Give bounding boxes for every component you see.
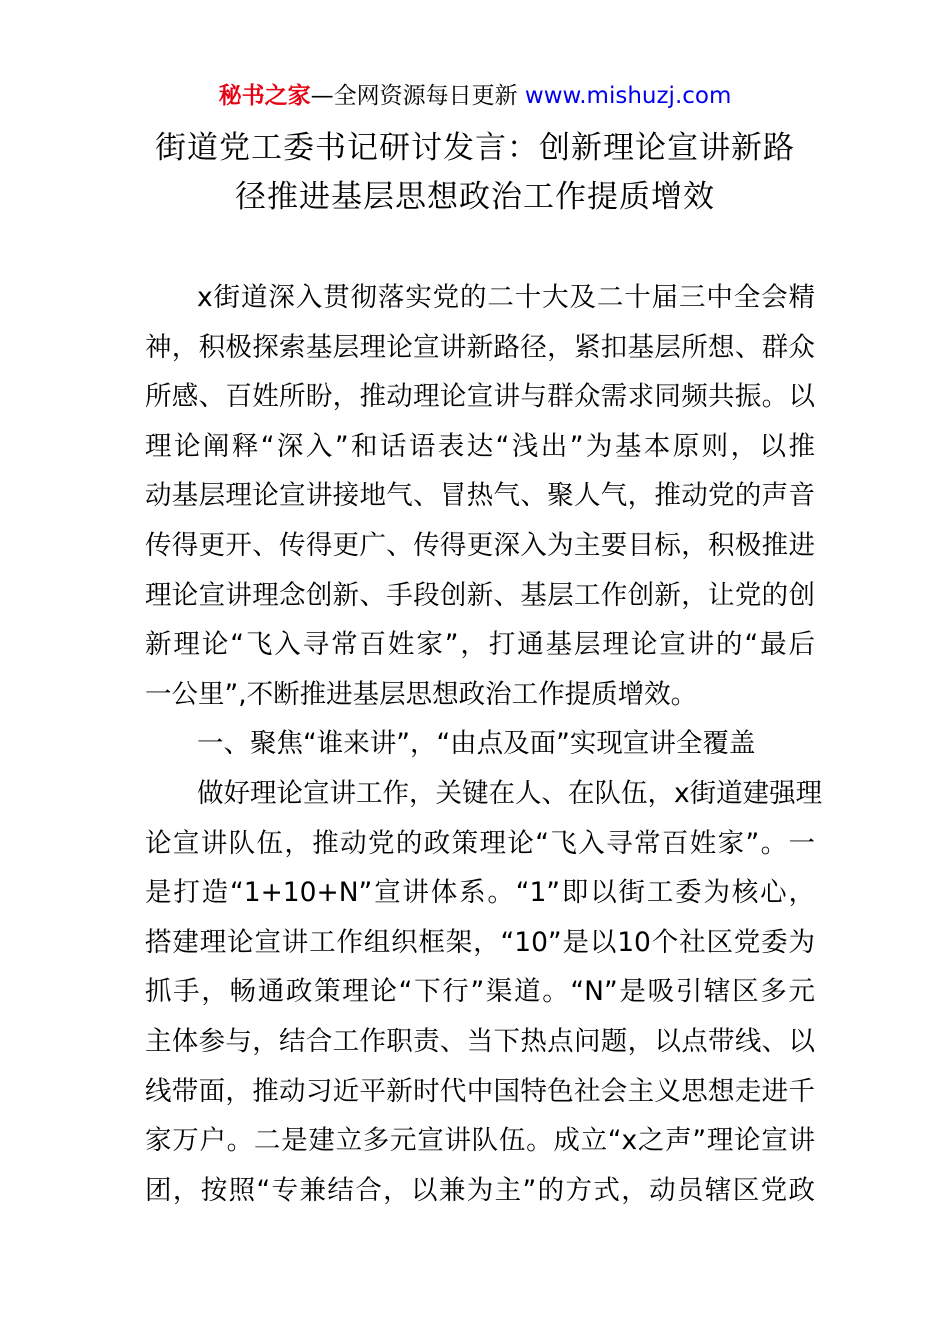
paragraph-line: 搭建理论宣讲工作组织框架，“10”是以10个社区党委为	[145, 926, 815, 958]
paragraph-line: 动基层理论宣讲接地气、冒热气、聚人气，推动党的声音	[145, 480, 815, 512]
paragraph-line: 论宣讲队伍，推动党的政策理论“飞入寻常百姓家”。一	[145, 827, 815, 859]
paragraph-line: 所感、百姓所盼，推动理论宣讲与群众需求同频共振。以	[145, 381, 815, 413]
site-tagline: —全网资源每日更新	[310, 83, 525, 109]
site-header	[0, 80, 950, 112]
paragraph-line: 神，积极探索基层理论宣讲新路径，紧扣基层所想、群众	[145, 331, 815, 363]
site-brand: 秘书之家	[218, 83, 311, 109]
paragraph-line: 是打造“1+10+N”宣讲体系。“1”即以街工委为核心，	[145, 877, 815, 909]
paragraph-line: 家万户。二是建立多元宣讲队伍。成立“x之声”理论宣讲	[145, 1125, 815, 1157]
site-url-link[interactable]: www.mishuzj.com	[524, 83, 732, 109]
section-heading: 一、聚焦“谁来讲”，“由点及面”实现宣讲全覆盖	[197, 728, 756, 760]
document-title	[100, 124, 850, 222]
paragraph-line: 新理论“飞入寻常百姓家”，打通基层理论宣讲的“最后	[145, 629, 815, 661]
title-line-1: 街道党工委书记研讨发言：创新理论宣讲新路	[155, 130, 795, 166]
paragraph-line: 理论阐释“深入”和话语表达“浅出”为基本原则，以推	[145, 430, 815, 462]
paragraph-line: 线带面，推动习近平新时代中国特色社会主义思想走进千	[145, 1075, 815, 1107]
paragraph-line: 传得更开、传得更广、传得更深入为主要目标，积极推进	[145, 529, 815, 561]
paragraph-line: 理论宣讲理念创新、手段创新、基层工作创新，让党的创	[145, 579, 815, 611]
paragraph-line: 抓手，畅通政策理论“下行”渠道。“N”是吸引辖区多元	[145, 976, 815, 1008]
title-line-2: 径推进基层思想政治工作提质增效	[235, 179, 715, 215]
paragraph-line: 做好理论宣讲工作，关键在人、在队伍，x街道建强理	[197, 777, 823, 809]
paragraph-line: 团，按照“专兼结合，以兼为主”的方式，动员辖区党政	[145, 1174, 815, 1206]
paragraph-line: 主体参与，结合工作职责、当下热点问题，以点带线、以	[145, 1025, 815, 1057]
paragraph-line: x街道深入贯彻落实党的二十大及二十届三中全会精	[197, 282, 815, 313]
paragraph-line: 一公里”,不断推进基层思想政治工作提质增效。	[145, 678, 698, 710]
document-body	[145, 273, 823, 1215]
